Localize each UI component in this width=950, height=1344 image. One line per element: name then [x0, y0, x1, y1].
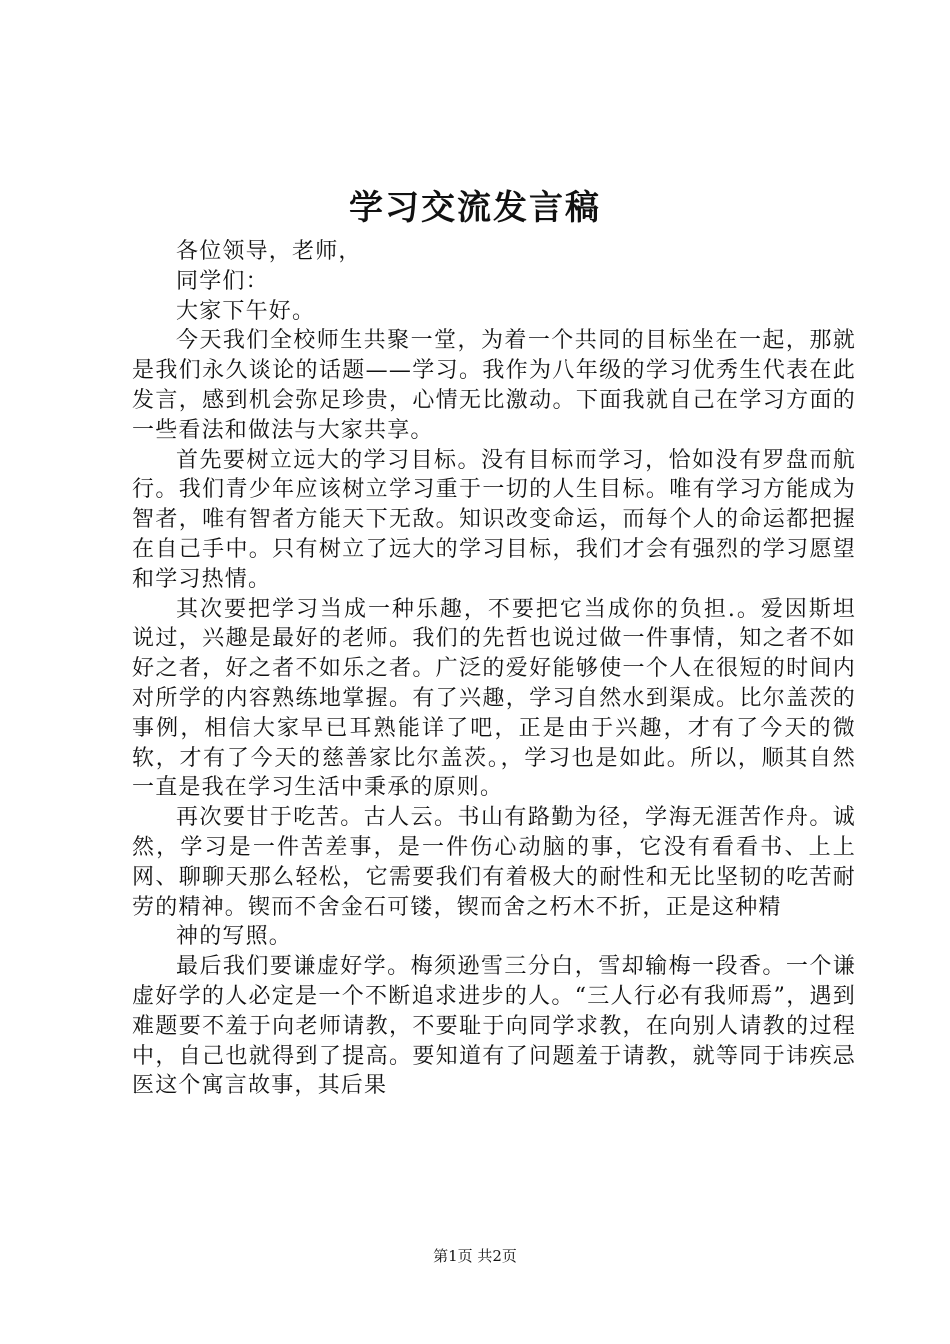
- paragraph-goal: 首先要树立远大的学习目标。没有目标而学习，恰如没有罗盘而航行。我们青少年应该树立学习重于一切的人生目标。唯有学习方能成为智者，唯有智者方能天下无敌。知识改变命运，而每个人的命运都把握在自己手中。只有树立了远大的学习目标，我们才会有强烈的学习愿望和学习热情。: [132, 447, 856, 592]
- paragraph-hardwork-continued: 神的写照。: [176, 924, 293, 950]
- document-body: [132, 237, 856, 1101]
- paragraph-hardwork: 再次要甘于吃苦。古人云。书山有路勤为径，学海无涯苦作舟。诚然，学习是一件苦差事，是一件伤心动脑的事，它没有看看书、上上网、聊聊天那么轻松，它需要我们有着极大的耐性和无比坚韧的吃苦耐劳的精神。锲而不舍金石可镂，锲而舍之朽木不折，正是这种精: [132, 805, 856, 920]
- paragraph-modesty: 最后我们要谦虚好学。梅须逊雪三分白，雪却输梅一段香。一个谦虚好学的人必定是一个不断追求进步的人。“三人行必有我师焉”，遇到难题要不羞于向老师请教，不要耻于向同学求教，在向别人请教的过程中，自己也就得到了提高。要知道有了问题羞于请教，就等同于讳疾忌医这个寓言故事，其后果: [132, 954, 856, 1099]
- salutation-line-1: 各位领导，老师，: [176, 239, 362, 264]
- page-number-footer: 第1页 共2页: [433, 1247, 517, 1265]
- paragraph-intro: 今天我们全校师生共聚一堂，为着一个共同的目标坐在一起，那就是我们永久谈论的话题——学习。我作为八年级的学习优秀生代表在此发言，感到机会弥足珍贵，心情无比激动。下面我就自己在学习方面的一些看法和做法与大家共享。: [132, 328, 856, 443]
- document-title: 学习交流发言稿: [349, 188, 601, 228]
- paragraph-interest: 其次要把学习当成一种乐趣，不要把它当成你的负担.。爱因斯坦说过，兴趣是最好的老师。我们的先哲也说过做一件事情，知之者不如好之者，好之者不如乐之者。广泛的爱好能够使一个人在很短的时间内对所学的内容熟练地掌握。有了兴趣，学习自然水到渠成。比尔盖茨的事例，相信大家早已耳熟能详了吧，正是由于兴趣，才有了今天的微软，才有了今天的慈善家比尔盖茨。，学习也是如此。所以，顺其自然一直是我在学习生活中秉承的原则。: [132, 596, 856, 801]
- salutation-line-2: 同学们：: [176, 268, 269, 294]
- greeting-line: 大家下午好。: [176, 298, 316, 324]
